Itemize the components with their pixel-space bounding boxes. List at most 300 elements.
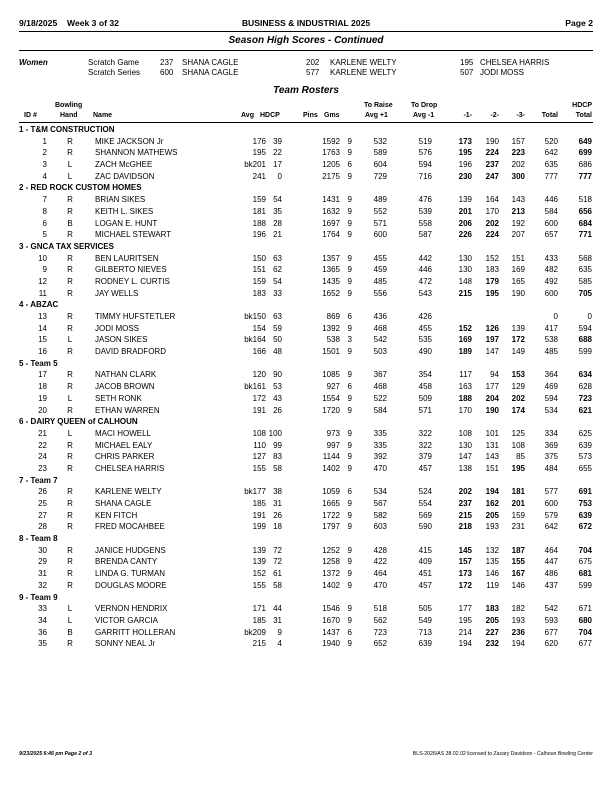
series-total: 364	[544, 370, 558, 380]
footer-license: BLS-2026/AS 38.02.02 licensed to Zacary Davidson - Calhoun Bowling Center	[412, 751, 593, 757]
game-3-score: 167	[511, 569, 525, 579]
bowler-handicap: 44	[273, 604, 282, 614]
bowler-games: 9	[347, 615, 352, 625]
series-total: 446	[544, 195, 558, 205]
team-header: 6 - DAIRY QUEEN of CALHOUN	[19, 417, 138, 427]
bowler-name: KEN FITCH	[95, 510, 138, 520]
game-2-score: 162	[485, 499, 499, 508]
bowler-id: 3	[42, 160, 47, 170]
series-total: 584	[544, 206, 558, 216]
bowler-id: 14	[38, 323, 47, 333]
bowler-games: 9	[347, 171, 352, 181]
bowler-games: 6	[347, 627, 352, 637]
to-raise-average: 367	[373, 370, 387, 380]
game-3-score: 169	[511, 265, 525, 275]
bowler-handicap: 17	[273, 160, 282, 170]
bowler-id: 10	[38, 253, 47, 263]
to-raise-average: 542	[373, 335, 387, 345]
game-2-score: 197	[485, 335, 499, 345]
game-2-score: 132	[485, 545, 499, 555]
game-3-score: 155	[511, 557, 525, 567]
bowler-name: VICTOR GARCIA	[95, 615, 158, 625]
team-header: 5 - Team 5	[19, 358, 58, 368]
bowler-games: 9	[347, 347, 352, 357]
bowler-games: 9	[347, 440, 352, 450]
to-raise-average: 652	[373, 639, 387, 649]
series-total: 375	[544, 452, 558, 462]
to-drop-average: 354	[418, 370, 432, 380]
game-1-score: 215	[458, 510, 472, 520]
handicap-total: 655	[578, 463, 592, 473]
bowler-pins: 1402	[322, 580, 340, 590]
handicap-total: 594	[578, 323, 592, 333]
handicap-total: 684	[578, 218, 592, 228]
game-2-score: 146	[485, 569, 499, 579]
column-avg: Avg	[241, 112, 254, 119]
bowler-handicap: 31	[273, 499, 282, 508]
bowler-id: 2	[42, 148, 47, 158]
bowler-hand: R	[67, 230, 73, 240]
bowler-hand: B	[67, 218, 73, 228]
table-row	[19, 638, 593, 650]
to-drop-average: 442	[418, 253, 432, 263]
bowler-games: 9	[347, 148, 352, 158]
bowler-hand: R	[67, 276, 73, 286]
bowler-pins: 1665	[322, 499, 340, 508]
bowler-average: bk164	[244, 335, 266, 345]
bowler-handicap: 33	[273, 288, 282, 298]
game-2-score: 170	[485, 206, 499, 216]
game-1-score: 189	[458, 347, 472, 357]
bowler-handicap: 9	[277, 627, 282, 637]
bowler-handicap: 26	[273, 510, 282, 520]
bowler-id: 9	[42, 265, 47, 275]
bowler-handicap: 100	[268, 428, 282, 438]
bowler-id: 33	[38, 604, 47, 614]
column-header-divider	[19, 122, 593, 123]
bowler-hand: R	[67, 347, 73, 357]
game-3-score: 149	[511, 347, 525, 357]
bowler-hand: R	[67, 206, 73, 216]
to-drop-average: 379	[418, 452, 432, 462]
bowler-pins: 973	[326, 428, 340, 438]
bowler-average: 241	[252, 171, 266, 181]
handicap-total: 649	[578, 136, 592, 146]
bowler-average: 195	[252, 148, 266, 158]
bowler-pins: 1763	[322, 148, 340, 158]
series-total: 0	[553, 312, 558, 321]
handicap-total: 656	[578, 206, 592, 216]
series-total: 579	[544, 510, 558, 520]
game-3-score: 300	[511, 171, 525, 181]
game-2-score: 131	[485, 440, 499, 450]
bowler-hand: R	[67, 312, 73, 321]
handicap-total: 688	[578, 335, 592, 345]
game-2-score: 126	[485, 323, 499, 333]
bowler-average: bk177	[244, 487, 266, 497]
to-raise-average: 464	[373, 569, 387, 579]
bowler-hand: L	[67, 428, 73, 438]
game-1-score: 226	[458, 230, 472, 240]
season-high-value: 507	[460, 68, 474, 77]
team-header: 4 - ABZAC	[19, 300, 59, 310]
bowler-pins: 1392	[322, 323, 340, 333]
bowler-id: 13	[38, 312, 47, 321]
game-2-score: 247	[485, 171, 499, 181]
bowler-name: SHANNON MATHEWS	[95, 148, 178, 158]
game-3-score: 213	[511, 206, 525, 216]
to-drop-average: 509	[418, 393, 432, 403]
game-3-score: 125	[511, 428, 525, 438]
series-total: 620	[544, 639, 558, 649]
bowler-name: JAY WELLS	[95, 288, 139, 298]
table-row	[19, 159, 593, 171]
to-raise-average: 503	[373, 347, 387, 357]
game-3-score: 108	[511, 440, 525, 450]
game-1-score: 202	[458, 487, 472, 497]
table-row	[19, 253, 593, 265]
table-row	[19, 381, 593, 393]
table-row	[19, 603, 593, 615]
bowler-hand: L	[67, 604, 73, 614]
series-total: 642	[544, 522, 558, 532]
game-2-score: 143	[485, 452, 499, 462]
bowler-games: 9	[347, 276, 352, 286]
game-1-score: 194	[458, 639, 472, 649]
game-1-score: 130	[458, 253, 472, 263]
to-drop-average: 472	[418, 276, 432, 286]
bowler-games: 9	[347, 639, 352, 649]
to-drop-average: 415	[418, 545, 432, 555]
bowler-pins: 1632	[322, 206, 340, 216]
handicap-total: 0	[587, 312, 592, 321]
bowler-games: 9	[347, 545, 352, 555]
game-1-score: 195	[458, 148, 472, 158]
bowler-pins: 1764	[322, 230, 340, 240]
season-high-value: 202	[306, 58, 320, 67]
bowler-games: 9	[347, 393, 352, 403]
game-1-score: 173	[458, 569, 472, 579]
game-3-score: 202	[511, 393, 525, 403]
game-3-score: 157	[511, 136, 525, 146]
bowler-pins: 1258	[322, 557, 340, 567]
handicap-total: 628	[578, 382, 592, 392]
game-3-score: 193	[511, 615, 525, 625]
game-3-score: 187	[511, 545, 525, 555]
bowler-handicap: 90	[273, 370, 282, 380]
to-raise-average: 468	[373, 382, 387, 392]
series-total: 657	[544, 230, 558, 240]
column-header-bottom	[19, 112, 593, 122]
game-2-score: 147	[485, 347, 499, 357]
game-3-score: 194	[511, 639, 525, 649]
game-1-score: 169	[458, 335, 472, 345]
to-raise-average: 729	[373, 171, 387, 181]
to-raise-average: 723	[373, 627, 387, 637]
series-total: 486	[544, 569, 558, 579]
series-total: 334	[544, 428, 558, 438]
bowler-hand: R	[67, 136, 73, 146]
bowler-name: VERNON HENDRIX	[95, 604, 168, 614]
game-2-score: 194	[485, 487, 499, 497]
series-total: 600	[544, 499, 558, 508]
bowler-average: 191	[252, 510, 266, 520]
to-drop-average: 587	[418, 230, 432, 240]
season-high-divider	[19, 50, 593, 51]
bowler-average: 139	[252, 557, 266, 567]
bowler-average: 154	[252, 323, 266, 333]
to-raise-average: 604	[373, 160, 387, 170]
bowler-hand: R	[67, 265, 73, 275]
bowler-average: 185	[252, 499, 266, 508]
season-high-label: Scratch Game	[88, 58, 140, 67]
to-raise-average: 485	[373, 276, 387, 286]
bowler-handicap: 54	[273, 195, 282, 205]
bowler-name: BEN LAURITSEN	[95, 253, 159, 263]
to-drop-average: 713	[418, 627, 432, 637]
bowler-hand: R	[67, 569, 73, 579]
series-total: 577	[544, 487, 558, 497]
column-header-top	[19, 102, 593, 112]
game-2-score: 227	[485, 627, 499, 637]
table-row	[19, 311, 593, 323]
series-total: 485	[544, 347, 558, 357]
bowler-handicap: 72	[273, 545, 282, 555]
bowler-average: 166	[252, 347, 266, 357]
bowler-hand: R	[67, 522, 73, 532]
bowler-name: BRENDA CANTY	[95, 557, 158, 567]
game-2-score: 183	[485, 604, 499, 614]
game-3-score: 207	[511, 230, 525, 240]
bowler-name: DAVID BRADFORD	[95, 347, 166, 357]
bowler-name: ZAC DAVIDSON	[95, 171, 155, 181]
game-1-score: 170	[458, 405, 472, 415]
bowler-games: 9	[347, 323, 352, 333]
bowler-pins: 869	[326, 312, 340, 321]
column-avg-plus: Avg +1	[365, 112, 388, 119]
game-1-score: 152	[458, 323, 472, 333]
bowler-id: 19	[38, 393, 47, 403]
bowler-id: 34	[38, 615, 47, 625]
bowler-games: 9	[347, 230, 352, 240]
bowler-average: bk150	[244, 312, 266, 321]
table-row	[19, 346, 593, 358]
bowler-games: 9	[347, 604, 352, 614]
bowler-average: 151	[252, 265, 266, 275]
game-1-score: 145	[458, 545, 472, 555]
game-1-score: 157	[458, 557, 472, 567]
season-high-category: Women	[19, 58, 48, 67]
bowler-average: 183	[252, 288, 266, 298]
game-2-score: 94	[490, 370, 499, 380]
bowler-hand: R	[67, 510, 73, 520]
bowler-average: 176	[252, 136, 266, 146]
bowler-id: 31	[38, 569, 47, 579]
table-row	[19, 405, 593, 417]
bowler-hand: R	[67, 499, 73, 508]
table-row	[19, 451, 593, 463]
game-2-score: 183	[485, 265, 499, 275]
bowler-name: DOUGLAS MOORE	[95, 580, 167, 590]
to-raise-average: 518	[373, 604, 387, 614]
game-1-score: 138	[458, 463, 472, 473]
game-1-score: 172	[458, 580, 472, 590]
game-2-score: 205	[485, 615, 499, 625]
bowler-games: 9	[347, 463, 352, 473]
to-raise-average: 556	[373, 288, 387, 298]
bowler-id: 22	[38, 440, 47, 450]
table-row	[19, 229, 593, 241]
bowler-handicap: 50	[273, 335, 282, 345]
page-number: Page 2	[565, 18, 593, 28]
game-2-score: 237	[485, 160, 499, 170]
bowler-pins: 1670	[322, 615, 340, 625]
bowler-pins: 1205	[322, 160, 340, 170]
bowler-id: 27	[38, 510, 47, 520]
bowler-average: 185	[252, 615, 266, 625]
bowler-pins: 1357	[322, 253, 340, 263]
handicap-total: 639	[578, 440, 592, 450]
column-gms: Gms	[324, 112, 340, 119]
game-1-score: 188	[458, 393, 472, 403]
bowler-handicap: 54	[273, 276, 282, 286]
handicap-total: 681	[578, 569, 592, 579]
bowler-average: bk209	[244, 627, 266, 637]
game-3-score: 146	[511, 580, 525, 590]
series-total: 437	[544, 580, 558, 590]
game-1-score: 148	[458, 276, 472, 286]
bowler-name: KEITH L. SIKES	[95, 206, 154, 216]
to-drop-average: 426	[418, 312, 432, 321]
bowler-hand: R	[67, 148, 73, 158]
bowler-average: 181	[252, 206, 266, 216]
bowler-id: 11	[38, 288, 47, 298]
handicap-total: 599	[578, 347, 592, 357]
bowler-pins: 1085	[322, 370, 340, 380]
bowler-games: 6	[347, 160, 352, 170]
game-3-score: 165	[511, 276, 525, 286]
game-2-score: 195	[485, 288, 499, 298]
to-drop-average: 639	[418, 639, 432, 649]
table-row	[19, 136, 593, 148]
to-raise-average: 582	[373, 510, 387, 520]
to-raise-average: 552	[373, 206, 387, 216]
bowler-id: 1	[42, 136, 47, 146]
season-high-name: KARLENE WELTY	[330, 68, 397, 77]
to-drop-average: 576	[418, 148, 432, 158]
bowler-pins: 997	[326, 440, 340, 450]
game-1-score: 214	[458, 627, 472, 637]
bowler-handicap: 38	[273, 487, 282, 497]
game-1-score: 237	[458, 499, 472, 508]
bowler-hand: B	[67, 627, 73, 637]
bowler-pins: 1437	[322, 627, 340, 637]
bowler-average: 108	[252, 428, 266, 438]
team-roster-table	[19, 124, 593, 650]
bowler-hand: L	[67, 160, 73, 170]
to-raise-average: 428	[373, 545, 387, 555]
bowler-handicap: 21	[273, 230, 282, 240]
handicap-total: 686	[578, 160, 592, 170]
bowler-name: GILBERTO NIEVES	[95, 265, 167, 275]
bowler-name: LOGAN E. HUNT	[95, 218, 158, 228]
bowler-id: 29	[38, 557, 47, 567]
bowler-average: bk161	[244, 382, 266, 392]
game-2-score: 232	[485, 639, 499, 649]
series-total: 433	[544, 253, 558, 263]
series-total: 635	[544, 160, 558, 170]
page-footer	[19, 751, 593, 759]
column-pins: Pins	[303, 112, 318, 119]
table-row	[19, 521, 593, 533]
series-total: 464	[544, 545, 558, 555]
handicap-total: 723	[578, 393, 592, 403]
column-hand: Hand	[60, 112, 78, 119]
to-drop-average: 505	[418, 604, 432, 614]
bowler-average: 159	[252, 195, 266, 205]
game-3-score: 159	[511, 510, 525, 520]
game-3-score: 202	[511, 160, 525, 170]
bowler-games: 9	[347, 510, 352, 520]
bowler-hand: L	[67, 171, 73, 181]
game-3-score: 139	[511, 323, 525, 333]
bowler-pins: 1554	[322, 393, 340, 403]
to-raise-average: 468	[373, 323, 387, 333]
bowler-id: 20	[38, 405, 47, 415]
handicap-total: 599	[578, 580, 592, 590]
bowler-handicap: 58	[273, 580, 282, 590]
bowler-average: 172	[252, 393, 266, 403]
to-raise-average: 589	[373, 148, 387, 158]
bowler-average: 159	[252, 276, 266, 286]
game-1-score: 147	[458, 452, 472, 462]
bowler-average: 120	[252, 370, 266, 380]
game-3-score: 151	[511, 253, 525, 263]
season-high-name: JODI MOSS	[480, 68, 525, 77]
table-row	[19, 498, 593, 510]
game-3-score: 182	[511, 604, 525, 614]
bowler-hand: R	[67, 195, 73, 205]
league-name: BUSINESS & INDUSTRIAL 2025	[241, 18, 371, 28]
to-drop-average: 535	[418, 335, 432, 345]
game-2-score: 204	[485, 393, 499, 403]
bowler-handicap: 0	[277, 171, 282, 181]
to-drop-average: 451	[418, 569, 432, 579]
game-1-score: 218	[458, 522, 472, 532]
bowler-games: 6	[347, 382, 352, 392]
to-drop-average: 716	[418, 171, 432, 181]
bowler-name: NATHAN CLARK	[95, 370, 157, 380]
bowler-handicap: 31	[273, 615, 282, 625]
bowler-name: MACI HOWELL	[95, 428, 152, 438]
bowler-name: JACOB BROWN	[95, 382, 155, 392]
game-2-score: 224	[485, 230, 499, 240]
bowler-average: 155	[252, 580, 266, 590]
table-row	[19, 627, 593, 639]
column-total: Total	[541, 112, 558, 119]
bowler-handicap: 58	[273, 463, 282, 473]
team-header: 3 - GNCA TAX SERVICES	[19, 241, 114, 251]
bowler-hand: L	[67, 335, 73, 345]
bowler-name: SONNY NEAL Jr	[95, 639, 156, 649]
game-3-score: 181	[511, 487, 525, 497]
bowler-handicap: 18	[273, 522, 282, 532]
handicap-total: 705	[578, 288, 592, 298]
table-row	[19, 568, 593, 580]
bowler-pins: 1697	[322, 218, 340, 228]
season-high-value: 237	[160, 58, 174, 67]
bowler-handicap: 72	[273, 557, 282, 567]
